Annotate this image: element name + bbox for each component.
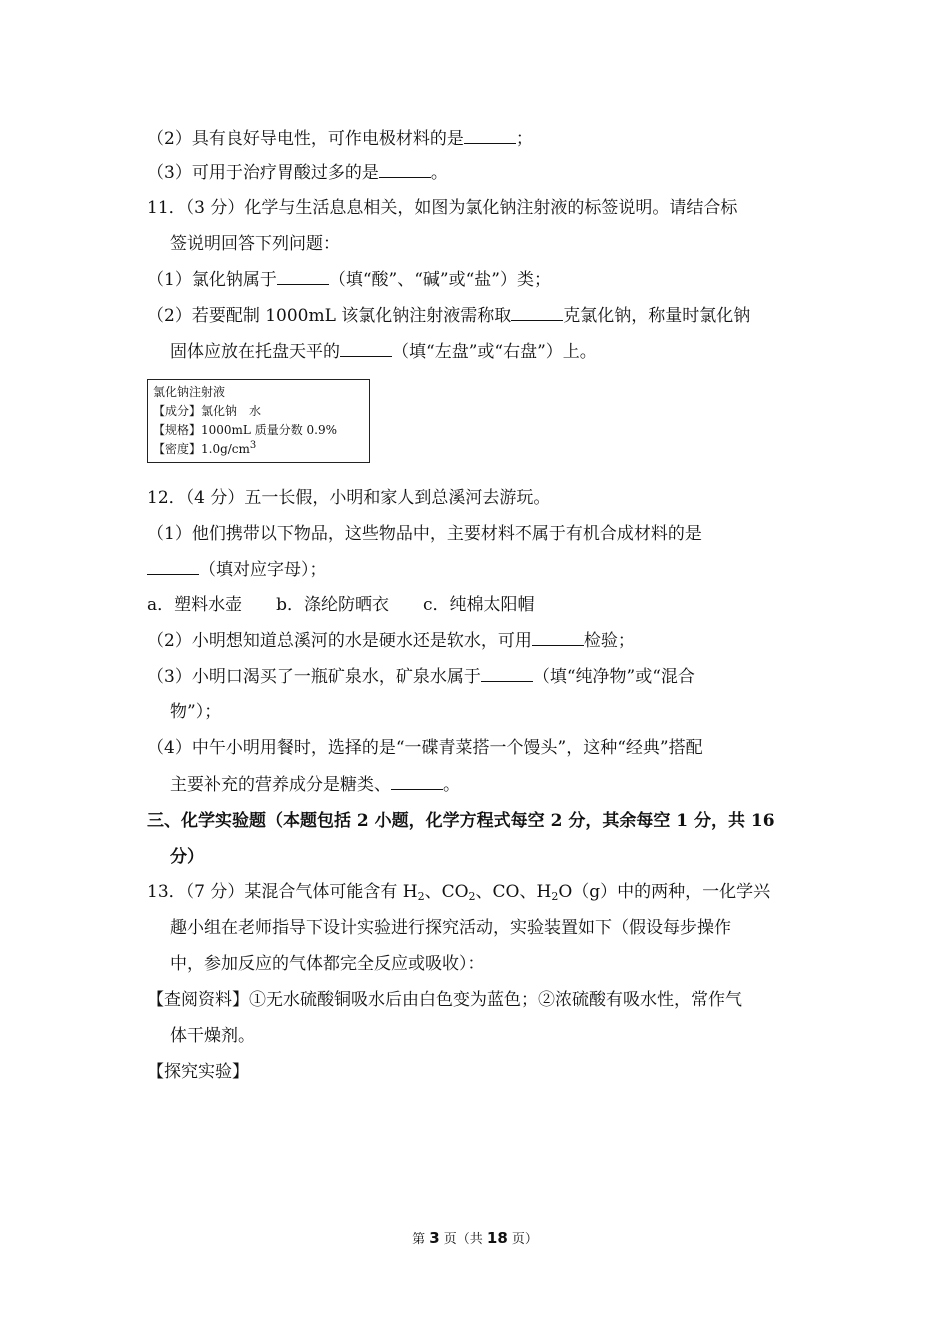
- q10-part2-text: （2）具有良好导电性，可作电极材料的是: [147, 129, 464, 149]
- section-3-heading-line2: 分）: [170, 847, 204, 867]
- q11-part1-end: （填“酸”、“碱”或“盐”）类；: [328, 270, 551, 290]
- answer-blank[interactable]: [481, 664, 533, 682]
- answer-blank[interactable]: [511, 303, 563, 321]
- label-density-sup: 3: [249, 440, 257, 451]
- q13-stem-line1: [147, 880, 770, 904]
- q13-stem-b: 、CO: [424, 882, 469, 902]
- q12-part4-line2-text: 主要补充的营养成分是糖类、: [170, 775, 391, 795]
- answer-blank[interactable]: [391, 772, 443, 790]
- q12-part3-line2: 物”）；: [170, 702, 222, 722]
- answer-blank[interactable]: [464, 126, 516, 144]
- subscript: 2: [468, 890, 476, 903]
- label-spec: 【规格】1000mL 质量分数 0.9%: [153, 423, 338, 437]
- q13-stem-line3: 中，参加反应的气体都完全反应或吸收）：: [170, 954, 485, 974]
- q12-part2: [147, 628, 635, 653]
- q12-part2-end: 检验；: [583, 631, 635, 651]
- footer-prefix: 第: [412, 1232, 430, 1247]
- q13-stem-line2: 趣小组在老师指导下设计实验进行探究活动，实验装置如下（假设每步操作: [170, 918, 731, 938]
- q13-explore-heading: 【探究实验】: [147, 1062, 249, 1082]
- q12-part1-line2: [147, 557, 327, 582]
- q11-part2-text: （2）若要配制 1000mL 该氯化钠注射液需称取: [147, 306, 512, 326]
- saline-label-figure: [147, 379, 370, 463]
- q12-part1-line2-text: （填对应字母）；: [199, 560, 327, 580]
- q13-stem-a: 13．（7 分）某混合气体可能含有 H: [147, 882, 418, 902]
- q13-stem-c: 、CO、H: [475, 882, 552, 902]
- page-number: 3: [429, 1229, 440, 1247]
- q11-stem-line2: 签说明回答下列问题：: [170, 234, 340, 254]
- q11-part1-text: （1）氯化钠属于: [147, 270, 277, 290]
- q13-info-line2: 体干燥剂。: [170, 1026, 255, 1046]
- footer-middle: 页（共: [439, 1232, 487, 1247]
- q10-part3-text: （3）可用于治疗胃酸过多的是: [147, 163, 379, 183]
- q11-part1: [147, 267, 551, 292]
- label-title: 氯化钠注射液: [153, 385, 226, 399]
- footer-suffix: 页）: [507, 1232, 538, 1247]
- q10-part3-end: 。: [430, 163, 448, 183]
- q12-part3-text: （3）小明口渴买了一瓶矿泉水，矿泉水属于: [147, 667, 481, 687]
- page-footer: [0, 1228, 950, 1247]
- q11-stem-line1: 11．（3 分）化学与生活息息相关，如图为氯化钠注射液的标签说明。请结合标: [147, 198, 738, 218]
- q11-part2-line2-text: 固体应放在托盘天平的: [170, 342, 340, 362]
- answer-blank[interactable]: [379, 160, 431, 178]
- q13-info-line1: 【查阅资料】①无水硫酸铜吸水后由白色变为蓝色；②浓硫酸有吸水性，常作气: [147, 990, 742, 1010]
- q10-part3: [147, 160, 448, 185]
- q11-part2-end: 克氯化钠，称量时氯化钠: [563, 306, 751, 326]
- label-ingredients: 【成分】氯化钠 水: [153, 404, 262, 418]
- q12-part4-line2-end: 。: [443, 775, 460, 795]
- answer-blank[interactable]: [340, 339, 392, 357]
- q11-part2: [147, 303, 750, 328]
- subscript: 2: [417, 890, 425, 903]
- q12-part2-text: （2）小明想知道总溪河的水是硬水还是软水，可用: [147, 631, 532, 651]
- q12-stem: 12．（4 分）五一长假，小明和家人到总溪河去游玩。: [147, 488, 551, 508]
- q13-stem-d: O（g）中的两种，一化学兴: [558, 882, 771, 902]
- q10-part2-end: ；: [515, 129, 533, 149]
- answer-blank[interactable]: [277, 267, 329, 285]
- q11-part2-line2: [170, 339, 597, 364]
- q11-part2-line2-end: （填“左盘”或“右盘”）上。: [392, 342, 597, 362]
- section-3-heading: 三、化学实验题（本题包括 2 小题，化学方程式每空 2 分，其余每空 1 分，共 16: [147, 811, 775, 831]
- q10-part2: [147, 126, 533, 151]
- label-density-text: 【密度】1.0g/cm: [153, 442, 250, 456]
- page-total: 18: [486, 1229, 508, 1247]
- q12-part3-end: （填“纯净物”或“混合: [532, 667, 695, 687]
- label-density: [153, 440, 369, 459]
- answer-blank[interactable]: [147, 557, 199, 575]
- q12-part1-line1: （1）他们携带以下物品，这些物品中，主要材料不属于有机合成材料的是: [147, 524, 702, 544]
- q12-options: a．塑料水壶 b．涤纶防晒衣 c．纯棉太阳帽: [147, 595, 535, 615]
- q12-part3: [147, 664, 695, 689]
- q12-part4-line1: （4）中午小明用餐时，选择的是“一碟青菜搭一个馒头”，这种“经典”搭配: [147, 738, 703, 758]
- subscript: 2: [551, 890, 559, 903]
- answer-blank[interactable]: [532, 628, 584, 646]
- q12-part4-line2: [170, 772, 460, 797]
